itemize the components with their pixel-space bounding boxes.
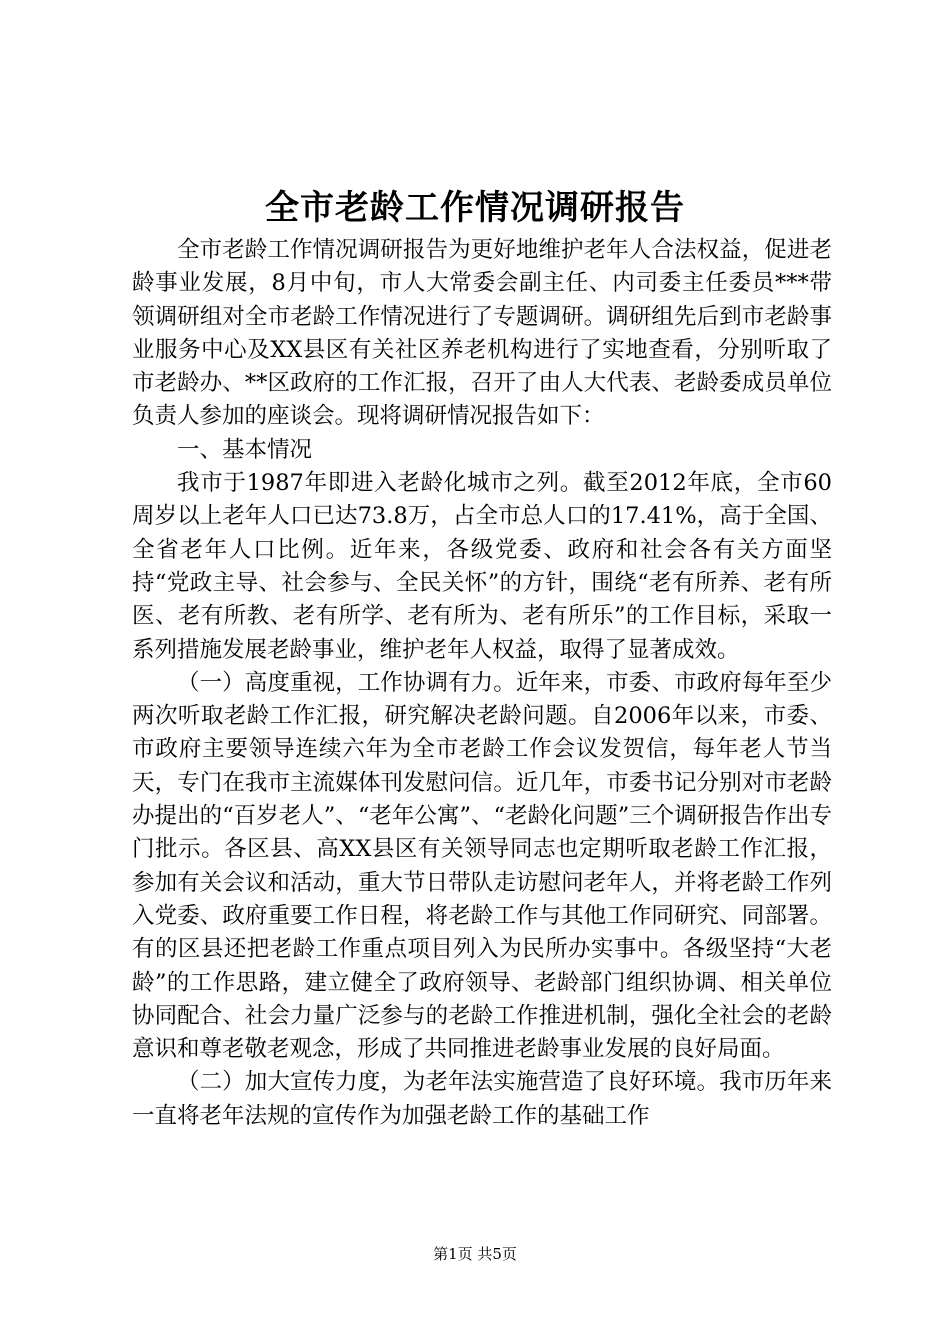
- page-footer: 第1页 共5页: [433, 1245, 517, 1263]
- subsection-2-paragraph: （二）加大宣传力度，为老年法实施营造了良好环境。我市历年来一直将老年法规的宣传作为加强老龄工作的基础工作: [132, 1069, 832, 1129]
- document-title: 全市老龄工作情况调研报告: [265, 188, 685, 228]
- basic-situation-paragraph: 我市于1987年即进入老龄化城市之列。截至2012年底，全市60周岁以上老年人口已达73.8万，占全市总人口的17.41%，高于全国、全省老年人口比例。近年来，各级党委、政府和社会各有关方面坚持“党政主导、社会参与、全民关怀”的方针，围绕“老有所养、老有所医、老有所教、老有所学、老有所为、老有所乐”的工作目标，采取一系列措施发展老龄事业，维护老年人权益，取得了显著成效。: [132, 470, 832, 663]
- document-body: [132, 234, 832, 1133]
- subsection-1-paragraph: （一）高度重视，工作协调有力。近年来，市委、市政府每年至少两次听取老龄工作汇报，研究解决老龄问题。自2006年以来，市委、市政府主要领导连续六年为全市老龄工作会议发贺信，每年老人节当天，专门在我市主流媒体刊发慰问信。近几年，市委书记分别对市老龄办提出的“百岁老人”、“老年公寓”、“老龄化问题”三个调研报告作出专门批示。各区县、高XX县区有关领导同志也定期听取老龄工作汇报，参加有关会议和活动，重大节日带队走访慰问老年人，并将老龄工作列入党委、政府重要工作日程，将老龄工作与其他工作同研究、同部署。有的区县还把老龄工作重点项目列入为民所办实事中。各级坚持“大老龄”的工作思路，建立健全了政府领导、老龄部门组织协调、相关单位协同配合、社会力量广泛参与的老龄工作推进机制，强化全社会的老龄意识和尊老敬老观念，形成了共同推进老龄事业发展的良好局面。: [132, 669, 832, 1063]
- intro-paragraph: 全市老龄工作情况调研报告为更好地维护老年人合法权益，促进老龄事业发展，8月中旬，市人大常委会副主任、内司委主任委员***带领调研组对全市老龄工作情况进行了专题调研。调研组先后到市老龄事业服务中心及XX县区有关社区养老机构进行了实地查看，分别听取了市老龄办、**区政府的工作汇报，召开了由人大代表、老龄委成员单位负责人参加的座谈会。现将调研情况报告如下：: [132, 237, 832, 430]
- section-heading-basic-situation: 一、基本情况: [177, 436, 313, 463]
